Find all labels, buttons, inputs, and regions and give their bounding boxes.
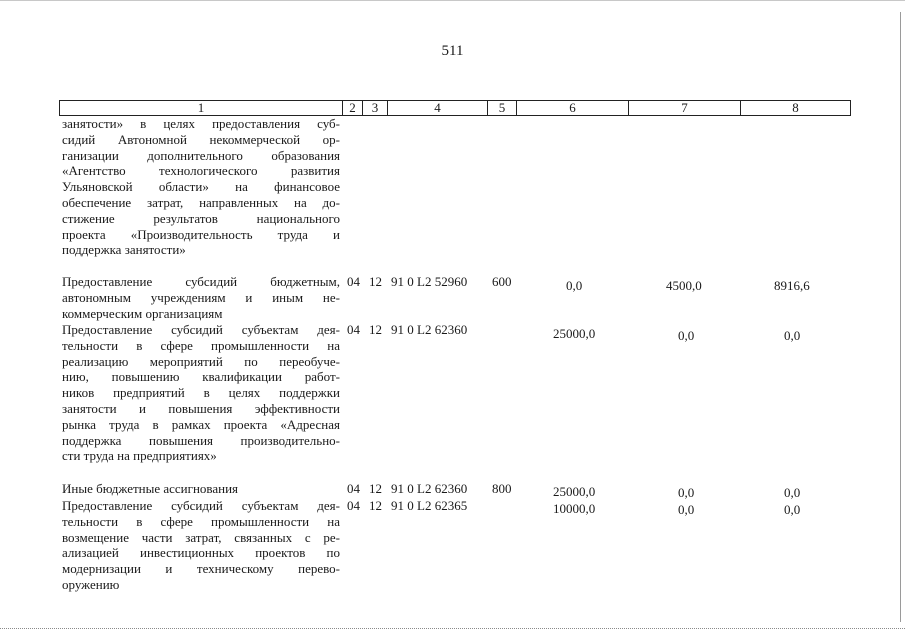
header-col-6: 6: [517, 100, 629, 116]
desc-line: сти труда на предприятиях»: [62, 448, 217, 464]
cell-amount-col8: 0,0: [784, 328, 801, 343]
desc-line: Иные бюджетные ассигнования: [62, 481, 239, 496]
cell-target-article: 91 0 L2 62365: [391, 498, 468, 513]
cell-amount-col7: 0,0: [678, 502, 695, 517]
desc-line: Предоставление субсидий субъектам дея-: [62, 498, 340, 513]
row-description: [62, 116, 340, 258]
desc-line: «Агентство технологического развития: [62, 163, 340, 179]
cell-amount-col7: 4500,0: [666, 278, 702, 293]
cell-amount-col8: 0,0: [784, 502, 801, 517]
cell-amount-col6: 0,0: [566, 278, 583, 293]
cell-section: 04: [347, 322, 360, 337]
cell-subsection: 12: [369, 274, 382, 289]
desc-line: Предоставление субсидий бюджетным,: [62, 274, 340, 289]
cell-amount-col7: 0,0: [678, 328, 695, 343]
page-number: 511: [441, 43, 464, 59]
cell-expense-type: 600: [492, 274, 512, 289]
desc-line: Ульяновской области» на финансовое: [62, 179, 340, 195]
desc-line: сидий Автономной некоммерческой ор-: [62, 131, 340, 147]
cell-amount-col8: 8916,6: [774, 278, 810, 293]
desc-line: Предоставление субсидий субъектам дея-: [62, 322, 340, 337]
desc-line: модернизации и техническому перево-: [62, 561, 340, 577]
desc-line: ников предприятий в целях поддержки: [62, 385, 340, 401]
desc-line: тельности в сфере промышленности на: [62, 513, 340, 529]
cell-amount-col8: 0,0: [784, 485, 801, 500]
header-col-1: 1: [59, 100, 343, 116]
row-description: [62, 498, 340, 593]
cell-section: 04: [347, 498, 360, 513]
desc-line: обеспечение затрат, направленных на до-: [62, 194, 340, 210]
header-col-3: 3: [363, 100, 388, 116]
cell-target-article: 91 0 L2 52960: [391, 274, 468, 289]
cell-amount-col6: 25000,0: [553, 484, 596, 499]
header-col-5: 5: [488, 100, 517, 116]
cell-subsection: 12: [369, 481, 382, 496]
cell-amount-col6: 10000,0: [553, 501, 596, 516]
desc-line: рынка труда в рамках проекта «Адресная: [62, 416, 340, 432]
desc-line: проекта «Производительность труда и: [62, 226, 340, 242]
desc-line: возмещение части затрат, связанных с ре-: [62, 529, 340, 545]
row-description: [62, 481, 340, 497]
scan-edge-top: [0, 0, 905, 1]
cell-section: 04: [347, 481, 360, 496]
desc-line: автономным учреждениям и иным не-: [62, 289, 340, 305]
row-description: [62, 322, 340, 464]
scan-edge-right: [900, 12, 901, 622]
desc-line: поддержка повышения производительно-: [62, 432, 340, 448]
desc-line: ализацией инвестиционных проектов по: [62, 545, 340, 561]
cell-target-article: 91 0 L2 62360: [391, 481, 468, 496]
desc-line: занятости» в целях предоставления суб-: [62, 116, 340, 131]
header-col-8: 8: [741, 100, 851, 116]
cell-subsection: 12: [369, 322, 382, 337]
desc-line: нию, повышению квалификации работ-: [62, 369, 340, 385]
cell-target-article: 91 0 L2 62360: [391, 322, 468, 337]
desc-line: стижение результатов национального: [62, 210, 340, 226]
scan-edge-bottom: [0, 628, 905, 629]
desc-line: тельности в сфере промышленности на: [62, 337, 340, 353]
desc-line: поддержка занятости»: [62, 242, 186, 258]
row-description: [62, 274, 340, 321]
desc-line: ганизации дополнительного образования: [62, 147, 340, 163]
cell-amount-col7: 0,0: [678, 485, 695, 500]
desc-line: оружению: [62, 576, 120, 592]
cell-subsection: 12: [369, 498, 382, 513]
header-col-7: 7: [629, 100, 741, 116]
desc-line: коммерческим организациям: [62, 305, 223, 321]
header-col-2: 2: [343, 100, 363, 116]
table-header: [59, 100, 851, 116]
header-col-4: 4: [388, 100, 488, 116]
cell-expense-type: 800: [492, 481, 512, 496]
cell-amount-col6: 25000,0: [553, 326, 596, 341]
cell-section: 04: [347, 274, 360, 289]
desc-line: реализацию мероприятий по переобуче-: [62, 353, 340, 369]
desc-line: занятости и повышения эффективности: [62, 400, 340, 416]
